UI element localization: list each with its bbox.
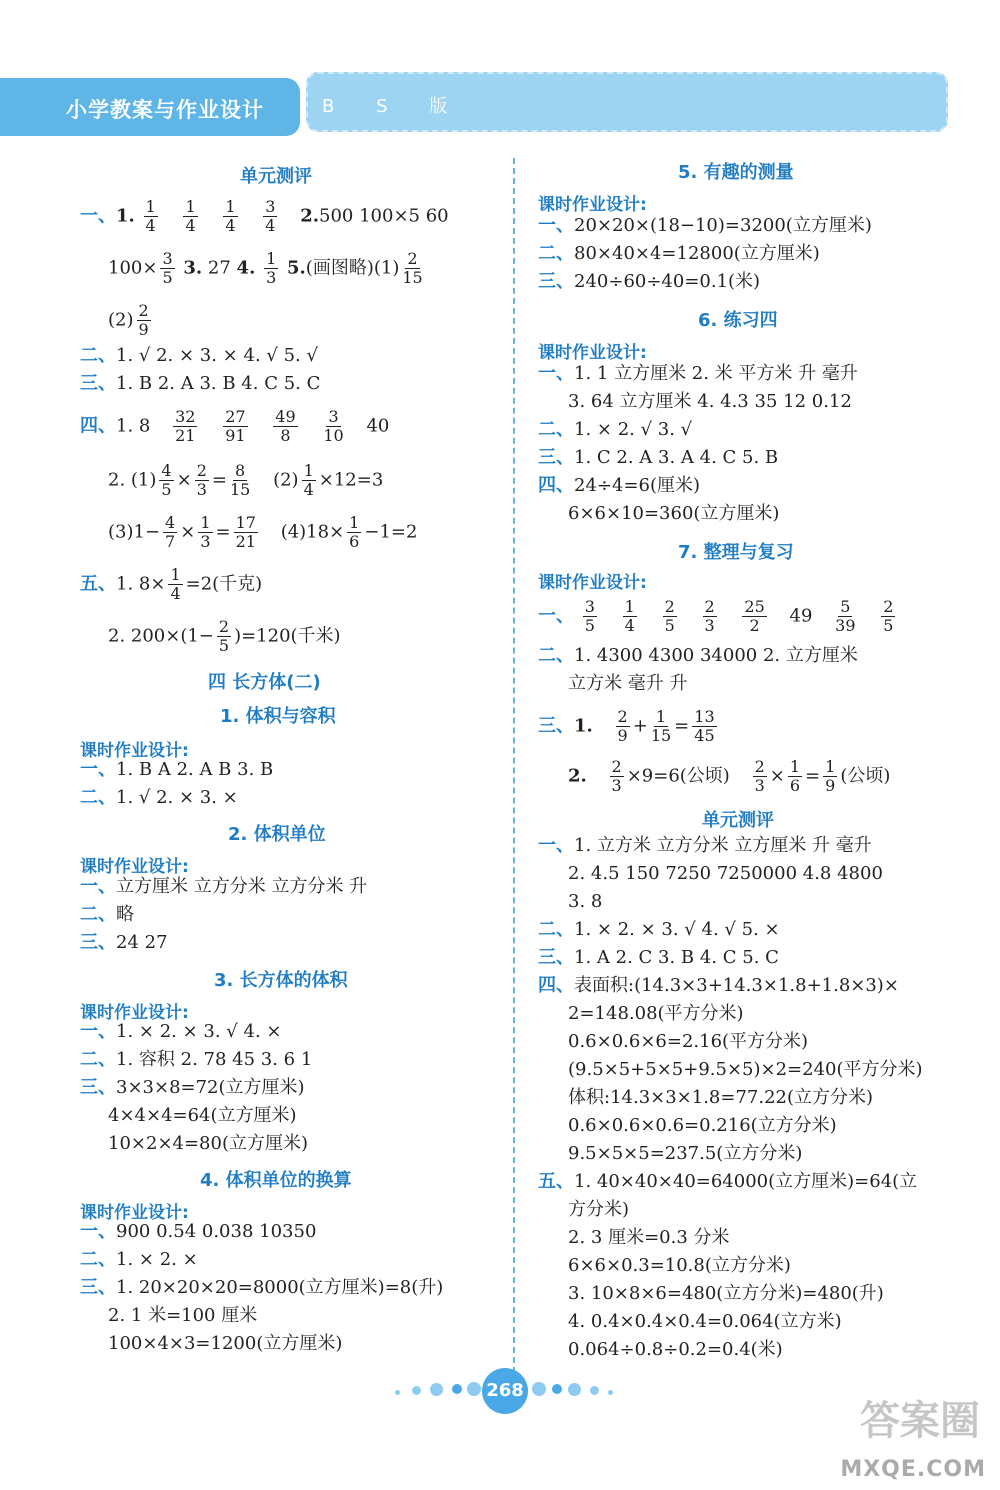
answer-line: 一、 $\frac{3}{5}$ $\frac{1}{4}$ $\frac{2}{5}$ $\frac{2}{3}$ $\frac{25}{2}$ 49 $\frac{5}{39}$ $\frac{2}{5}$ bbox=[538, 597, 894, 635]
answer-line: 二、1. × 2. × 3. √ 4. √ 5. × bbox=[538, 919, 780, 940]
answer-line: 3. 10×8×6=480(立方分米)=480(升) bbox=[568, 1283, 884, 1304]
answer-line: 二、1. × 2. √ 3. √ bbox=[538, 419, 693, 440]
lesson-title: 3. 长方体的体积 bbox=[214, 970, 348, 991]
answer-line: 3. 64 立方厘米 4. 4.3 35 12 0.12 bbox=[568, 391, 852, 412]
answer-line: 三、24 27 bbox=[80, 932, 168, 953]
answer-line: 6×6×0.3=10.8(立方分米) bbox=[568, 1255, 791, 1276]
lesson-title: 4. 体积单位的换算 bbox=[200, 1170, 352, 1191]
answer-line: 三、1. 20×20×20=8000(立方厘米)=8(升) bbox=[80, 1277, 444, 1298]
answer-line: 一、立方厘米 立方分米 立方分米 升 bbox=[80, 876, 368, 897]
decor-dot bbox=[552, 1384, 562, 1394]
answer-line: (9.5×5+5×5+9.5×5)×2=240(平方分米) bbox=[568, 1059, 923, 1080]
decor-dot bbox=[568, 1383, 581, 1396]
answer-line: 10×2×4=80(立方厘米) bbox=[108, 1133, 309, 1154]
answer-line: 五、1. 40×40×40=64000(立方厘米)=64(立 bbox=[538, 1171, 918, 1192]
chapter-title: 四 长方体(二) bbox=[208, 672, 321, 693]
answer-line: 二、略 bbox=[80, 904, 134, 925]
lesson-title: 6. 练习四 bbox=[698, 310, 778, 331]
answer-line: 100× $\frac{3}{5}$ 3. 27 4. $\frac{1}{3}$ 5.(画图略)(1) $\frac{2}{15}$ bbox=[108, 249, 423, 287]
answer-line: 二、1. √ 2. × 3. × 4. √ 5. √ bbox=[80, 345, 318, 366]
answer-line: 二、1. × 2. × bbox=[80, 1249, 198, 1270]
homework-label: 课时作业设计: bbox=[80, 1003, 189, 1023]
decor-dot bbox=[430, 1383, 443, 1396]
decor-dot bbox=[452, 1384, 462, 1394]
answer-line: 2. 1 米=100 厘米 bbox=[108, 1305, 258, 1326]
answer-line: 2=148.08(平方分米) bbox=[568, 1003, 744, 1024]
answer-line: 三、1. $\frac{2}{9}$ + $\frac{1}{15}$ = $\frac{13}{45}$ bbox=[538, 707, 715, 745]
watermark-site: MXQE.COM bbox=[840, 1457, 986, 1482]
answer-line: 一、1. B A 2. A B 3. B bbox=[80, 759, 274, 780]
answer-line: (2) $\frac{2}{9}$ bbox=[108, 301, 149, 339]
lesson-title: 5. 有趣的测量 bbox=[678, 162, 794, 183]
answer-line: 9.5×5×5=237.5(立方分米) bbox=[568, 1143, 803, 1164]
answer-line: 一、1. $\frac{1}{4}$ $\frac{1}{4}$ $\frac{1}{4}$ $\frac{3}{4}$ 2.500 100×5 60 bbox=[80, 197, 449, 235]
answer-line: 一、900 0.54 0.038 10350 bbox=[80, 1221, 317, 1242]
section-title: 单元测评 bbox=[702, 810, 774, 831]
answer-line: 一、1. 1 立方厘米 2. 米 平方米 升 毫升 bbox=[538, 363, 858, 384]
answer-line: 一、1. 立方米 立方分米 立方厘米 升 毫升 bbox=[538, 835, 872, 856]
answer-line: 4×4×4=64(立方厘米) bbox=[108, 1105, 297, 1126]
answer-line: 2. $\frac{2}{3}$ ×9=6(公顷) $\frac{2}{3}$ × $\frac{1}{6}$ = $\frac{1}{9}$ (公顷) bbox=[568, 757, 891, 795]
decor-dot bbox=[467, 1382, 481, 1396]
decor-dot bbox=[608, 1390, 613, 1395]
homework-label: 课时作业设计: bbox=[538, 343, 647, 363]
homework-label: 课时作业设计: bbox=[538, 573, 647, 593]
decor-dot bbox=[532, 1382, 546, 1396]
watermark-logo: 答案圈 bbox=[860, 1398, 980, 1444]
lesson-title: 2. 体积单位 bbox=[228, 824, 326, 845]
answer-line: 一、20×20×(18−10)=3200(立方厘米) bbox=[538, 215, 872, 236]
book-title: 小学教案与作业设计 bbox=[66, 98, 264, 122]
answer-line: 0.6×0.6×0.6=0.216(立方分米) bbox=[568, 1115, 837, 1136]
answer-line: 二、1. 容积 2. 78 45 3. 6 1 bbox=[80, 1049, 313, 1070]
answer-line: 0.6×0.6×6=2.16(平方分米) bbox=[568, 1031, 809, 1052]
homework-label: 课时作业设计: bbox=[80, 857, 189, 877]
lesson-title: 7. 整理与复习 bbox=[678, 542, 794, 563]
answer-line: 3. 8 bbox=[568, 891, 603, 912]
answer-line: 二、1. 4300 4300 34000 2. 立方厘米 bbox=[538, 645, 858, 666]
homework-label: 课时作业设计: bbox=[80, 741, 189, 761]
answer-line: 四、1. 8 $\frac{32}{21}$ $\frac{27}{91}$ $\frac{49}{8}$ $\frac{3}{10}$ 40 bbox=[80, 407, 390, 445]
homework-label: 课时作业设计: bbox=[80, 1203, 189, 1223]
answer-line: 4. 0.4×0.4×0.4=0.064(立方米) bbox=[568, 1311, 842, 1332]
answer-line: 2. (1) $\frac{4}{5}$ × $\frac{2}{3}$ = $\frac{8}{15}$ (2) $\frac{1}{4}$ ×12=3 bbox=[108, 461, 384, 499]
homework-label: 课时作业设计: bbox=[538, 195, 647, 215]
page-number: 268 bbox=[482, 1368, 528, 1414]
answer-line: 五、1. 8× $\frac{1}{4}$ =2(千克) bbox=[80, 565, 263, 603]
answer-line: 0.064÷0.8÷0.2=0.4(米) bbox=[568, 1339, 783, 1360]
answer-line: 体积:14.3×3×1.8=77.22(立方分米) bbox=[568, 1087, 874, 1108]
decor-dot bbox=[412, 1386, 421, 1395]
answer-line: 二、1. √ 2. × 3. × bbox=[80, 787, 238, 808]
answer-line: 2. 3 厘米=0.3 分米 bbox=[568, 1227, 730, 1248]
answer-line: (3)1− $\frac{4}{7}$ × $\frac{1}{3}$ = $\frac{17}{21}$ (4)18× $\frac{1}{6}$ −1=2 bbox=[108, 513, 418, 551]
decor-dot bbox=[590, 1386, 599, 1395]
answer-line: 三、240÷60÷40=0.1(米) bbox=[538, 271, 761, 292]
answer-line: 三、1. A 2. C 3. B 4. C 5. C bbox=[538, 947, 779, 968]
decor-dot bbox=[395, 1390, 400, 1395]
section-title: 单元测评 bbox=[240, 166, 312, 187]
answer-line: 三、3×3×8=72(立方厘米) bbox=[80, 1077, 305, 1098]
answer-line: 四、24÷4=6(厘米) bbox=[538, 475, 701, 496]
answer-line: 100×4×3=1200(立方厘米) bbox=[108, 1333, 343, 1354]
edition-label: B S 版 bbox=[322, 96, 466, 117]
answer-line: 2. 4.5 150 7250 7250000 4.8 4800 bbox=[568, 863, 883, 884]
answer-line: 二、80×40×4=12800(立方厘米) bbox=[538, 243, 820, 264]
lesson-title: 1. 体积与容积 bbox=[220, 706, 336, 727]
column-divider bbox=[513, 158, 515, 1373]
answer-line: 方分米) bbox=[568, 1199, 630, 1220]
answer-line: 一、1. × 2. × 3. √ 4. × bbox=[80, 1021, 282, 1042]
answer-line: 6×6×10=360(立方厘米) bbox=[568, 503, 780, 524]
answer-line: 四、表面积:(14.3×3+14.3×1.8+1.8×3)× bbox=[538, 975, 899, 996]
answer-line: 三、1. B 2. A 3. B 4. C 5. C bbox=[80, 373, 321, 394]
answer-line: 2. 200×(1− $\frac{2}{5}$ )=120(千米) bbox=[108, 617, 341, 655]
answer-line: 立方米 毫升 升 bbox=[568, 673, 688, 694]
answer-line: 三、1. C 2. A 3. A 4. C 5. B bbox=[538, 447, 779, 468]
